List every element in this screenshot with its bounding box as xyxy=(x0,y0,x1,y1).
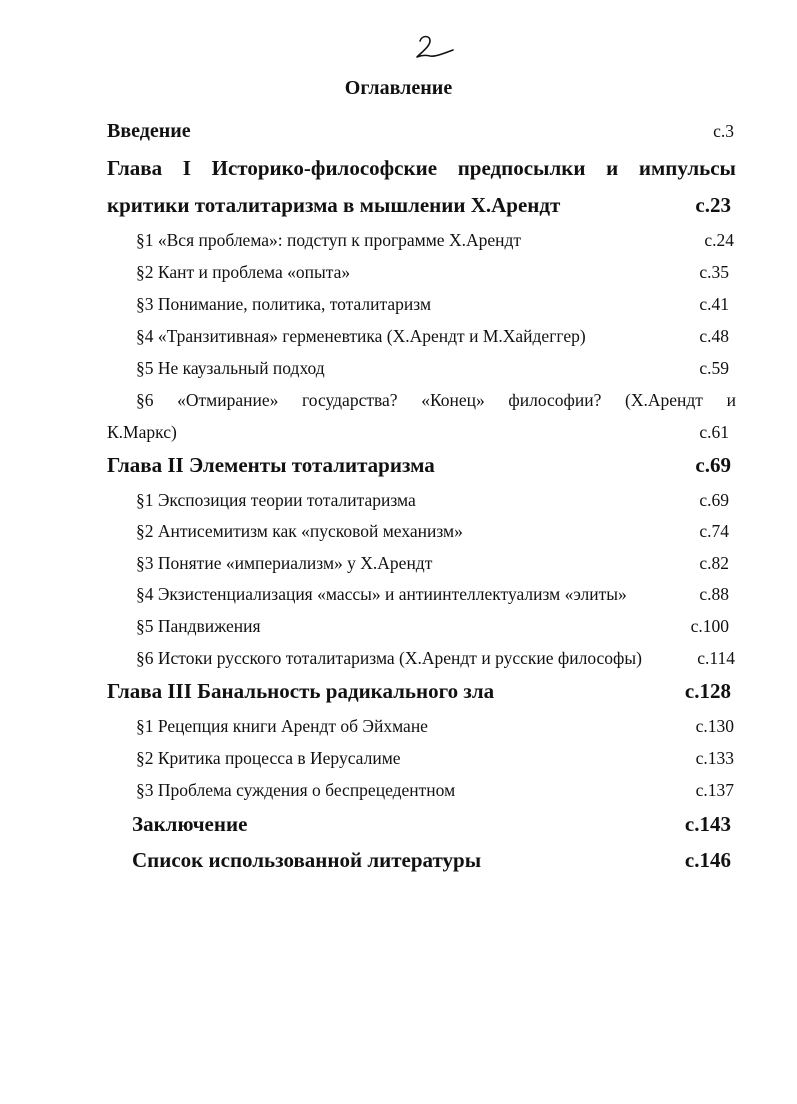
word: I xyxy=(182,156,191,180)
entry-page: с.114 xyxy=(697,648,735,668)
word: и xyxy=(606,156,619,180)
toc-section-1-2[interactable] xyxy=(136,262,729,283)
entry-label: §3 Проблема суждения о беспрецедентном xyxy=(136,780,456,800)
entry-label: §2 Антисемитизм как «пусковой механизм» xyxy=(136,521,463,541)
word: «Конец» xyxy=(421,390,485,410)
toc-section-2-5[interactable] xyxy=(136,616,729,637)
entry-label: §3 Понимание, политика, тоталитаризм xyxy=(136,294,432,314)
toc-entry-intro[interactable] xyxy=(107,120,734,143)
toc-section-3-1[interactable] xyxy=(136,716,734,737)
entry-page: с.69 xyxy=(699,490,729,510)
page-title: Оглавление xyxy=(344,77,453,99)
word: «Отмирание» xyxy=(177,390,279,410)
entry-label: Глава III Банальность радикального зла xyxy=(107,679,495,703)
entry-label: §4 Экзистенциализация «массы» и антиинтеллектуализм «элиты» xyxy=(136,584,627,604)
toc-section-2-6[interactable] xyxy=(136,648,735,669)
entry-page: с.41 xyxy=(699,294,729,314)
entry-page: с.88 xyxy=(699,584,729,604)
toc-section-1-6-line1[interactable] xyxy=(136,390,736,411)
toc-section-1-5[interactable] xyxy=(136,358,729,379)
word: и xyxy=(726,390,736,410)
entry-page: с.61 xyxy=(699,422,729,442)
word: Глава xyxy=(107,156,163,180)
toc-chapter-1-heading-line1[interactable] xyxy=(107,156,736,181)
toc-section-2-1[interactable] xyxy=(136,490,729,511)
entry-label: Список использованной литературы xyxy=(132,848,482,872)
entry-label: §5 Пандвижения xyxy=(136,616,261,636)
entry-page: с.128 xyxy=(684,679,731,703)
entry-page: с.24 xyxy=(704,230,734,250)
entry-label: §1 Экспозиция теории тоталитаризма xyxy=(136,490,416,510)
entry-page: с.130 xyxy=(695,716,734,736)
entry-page: с.35 xyxy=(699,262,729,282)
toc-entry-conclusion[interactable] xyxy=(132,812,731,837)
entry-label: Заключение xyxy=(132,812,248,836)
word: импульсы xyxy=(638,156,736,180)
entry-page: с.3 xyxy=(713,121,734,141)
entry-label: §5 Не каузальный подход xyxy=(136,358,325,378)
entry-page: с.146 xyxy=(684,848,731,872)
entry-label: §2 Критика процесса в Иерусалиме xyxy=(136,748,401,768)
word: §6 xyxy=(136,390,154,410)
entry-page: с.69 xyxy=(695,453,731,477)
toc-section-3-3[interactable] xyxy=(136,780,734,801)
toc-section-1-6-line2[interactable] xyxy=(107,422,729,443)
entry-page: с.23 xyxy=(695,193,731,217)
word: Историко-философские xyxy=(211,156,438,180)
entry-label: §4 «Транзитивная» герменевтика (Х.Арендт и М.Хайдеггер) xyxy=(136,326,586,346)
toc-section-2-3[interactable] xyxy=(136,553,729,574)
entry-label: Введение xyxy=(107,120,191,142)
entry-label: критики тоталитаризма в мышлении Х.Арендт xyxy=(107,193,561,217)
entry-label: §6 Истоки русского тоталитаризма (Х.Арендт и русские философы) xyxy=(136,648,642,668)
toc-section-3-2[interactable] xyxy=(136,748,734,769)
toc-chapter-3-heading[interactable] xyxy=(107,679,731,704)
entry-page: с.82 xyxy=(699,553,729,573)
entry-page: с.48 xyxy=(699,326,729,346)
toc-section-1-1[interactable] xyxy=(136,230,734,251)
word: предпосылки xyxy=(457,156,586,180)
word: философии? xyxy=(508,390,602,410)
toc-section-2-2[interactable] xyxy=(136,521,729,542)
entry-label: §1 «Вся проблема»: подступ к программе Х.Арендт xyxy=(136,230,522,250)
entry-label: §3 Понятие «империализм» у Х.Арендт xyxy=(136,553,433,573)
entry-label: §1 Рецепция книги Арендт об Эйхмане xyxy=(136,716,428,736)
entry-page: с.133 xyxy=(695,748,734,768)
toc-section-2-4[interactable] xyxy=(136,584,729,605)
entry-page: с.74 xyxy=(699,521,729,541)
entry-page: с.100 xyxy=(690,616,729,636)
entry-label: К.Маркс) xyxy=(107,422,177,442)
entry-page: с.59 xyxy=(699,358,729,378)
entry-label: §2 Кант и проблема «опыта» xyxy=(136,262,351,282)
word: государства? xyxy=(302,390,398,410)
word: (Х.Арендт xyxy=(625,390,703,410)
toc-section-1-4[interactable] xyxy=(136,326,729,347)
entry-label: Глава II Элементы тоталитаризма xyxy=(107,453,435,477)
entry-page: с.137 xyxy=(695,780,734,800)
toc-chapter-1-heading-line2[interactable] xyxy=(107,193,731,218)
toc-section-1-3[interactable] xyxy=(136,294,729,315)
toc-entry-bibliography[interactable] xyxy=(132,848,731,873)
entry-page: с.143 xyxy=(684,812,731,836)
toc-chapter-2-heading[interactable] xyxy=(107,453,731,478)
